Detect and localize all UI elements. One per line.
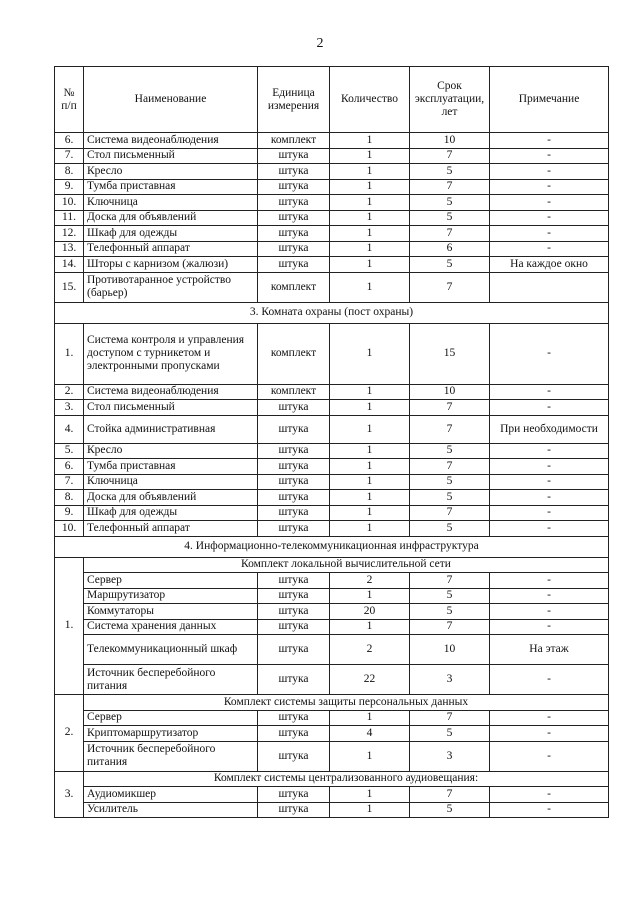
item-note: - bbox=[490, 210, 609, 226]
item-unit: штука bbox=[258, 802, 330, 818]
item-term: 10 bbox=[410, 384, 490, 400]
table-row bbox=[55, 210, 609, 226]
row-number: 10. bbox=[55, 521, 84, 537]
item-term: 5 bbox=[410, 257, 490, 273]
table-row bbox=[55, 604, 609, 620]
item-name: Шторы с карнизом (жалюзи) bbox=[84, 257, 258, 273]
section-title: 3. Комната охраны (пост охраны) bbox=[55, 302, 609, 323]
table-row bbox=[55, 195, 609, 211]
item-unit: штука bbox=[258, 257, 330, 273]
item-note: На этаж bbox=[490, 635, 609, 665]
page-number: 2 bbox=[316, 36, 324, 51]
item-unit: штука bbox=[258, 474, 330, 490]
item-name: Тумба приставная bbox=[84, 459, 258, 475]
item-name: Источник бесперебойного питания bbox=[84, 665, 258, 695]
item-term: 7 bbox=[410, 619, 490, 635]
item-unit: штука bbox=[258, 459, 330, 475]
item-term: 5 bbox=[410, 604, 490, 620]
row-number: 9. bbox=[55, 179, 84, 195]
item-unit: комплект bbox=[258, 133, 330, 149]
header-term: Срок эксплуатации, лет bbox=[410, 67, 490, 133]
group-title: Комплект системы защиты персональных данных bbox=[84, 695, 609, 711]
row-number: 4. bbox=[55, 415, 84, 443]
item-qty: 2 bbox=[330, 635, 410, 665]
item-note: - bbox=[490, 619, 609, 635]
row-number: 12. bbox=[55, 226, 84, 242]
item-name: Стол письменный bbox=[84, 148, 258, 164]
item-unit: штука bbox=[258, 710, 330, 726]
table-row bbox=[55, 257, 609, 273]
item-unit: штука bbox=[258, 521, 330, 537]
item-note: - bbox=[490, 241, 609, 257]
item-name: Сервер bbox=[84, 573, 258, 589]
item-note: - bbox=[490, 741, 609, 771]
item-qty: 1 bbox=[330, 241, 410, 257]
group-heading-row bbox=[55, 771, 609, 787]
row-number: 14. bbox=[55, 257, 84, 273]
item-note: - bbox=[490, 164, 609, 180]
table-row bbox=[55, 505, 609, 521]
item-name: Аудиомикшер bbox=[84, 787, 258, 803]
item-unit: штука bbox=[258, 505, 330, 521]
row-number: 13. bbox=[55, 241, 84, 257]
item-unit: штука bbox=[258, 415, 330, 443]
item-term: 5 bbox=[410, 474, 490, 490]
header-note: Примечание bbox=[490, 67, 609, 133]
item-name: Телефонный аппарат bbox=[84, 521, 258, 537]
row-number: 9. bbox=[55, 505, 84, 521]
item-qty: 1 bbox=[330, 148, 410, 164]
row-number: 7. bbox=[55, 474, 84, 490]
group-title: Комплект системы централизованного аудиовещания: bbox=[84, 771, 609, 787]
item-qty: 4 bbox=[330, 726, 410, 742]
header-qty: Количество bbox=[330, 67, 410, 133]
item-name: Стойка административная bbox=[84, 415, 258, 443]
table-row bbox=[55, 384, 609, 400]
table-row bbox=[55, 241, 609, 257]
table-row bbox=[55, 726, 609, 742]
item-note: - bbox=[490, 459, 609, 475]
table-row bbox=[55, 802, 609, 818]
item-qty: 1 bbox=[330, 474, 410, 490]
table-row bbox=[55, 741, 609, 771]
item-qty: 1 bbox=[330, 741, 410, 771]
item-note: - bbox=[490, 573, 609, 589]
item-unit: штука bbox=[258, 604, 330, 620]
table-body bbox=[55, 133, 609, 818]
item-name: Стол письменный bbox=[84, 400, 258, 416]
table-row bbox=[55, 323, 609, 384]
item-note: - bbox=[490, 604, 609, 620]
item-note: - bbox=[490, 726, 609, 742]
item-term: 7 bbox=[410, 179, 490, 195]
item-name: Шкаф для одежды bbox=[84, 505, 258, 521]
table-row bbox=[55, 400, 609, 416]
row-number: 2. bbox=[55, 384, 84, 400]
table-row bbox=[55, 490, 609, 506]
item-name: Система видеонаблюдения bbox=[84, 384, 258, 400]
item-term: 10 bbox=[410, 133, 490, 149]
item-qty: 22 bbox=[330, 665, 410, 695]
item-unit: штука bbox=[258, 726, 330, 742]
item-name: Система хранения данных bbox=[84, 619, 258, 635]
section-heading-row bbox=[55, 302, 609, 323]
group-heading-row bbox=[55, 557, 609, 573]
item-note: - bbox=[490, 802, 609, 818]
table-row bbox=[55, 573, 609, 589]
item-qty: 1 bbox=[330, 588, 410, 604]
table-row bbox=[55, 133, 609, 149]
item-name: Шкаф для одежды bbox=[84, 226, 258, 242]
row-number: 3. bbox=[55, 400, 84, 416]
item-qty: 1 bbox=[330, 415, 410, 443]
table-row bbox=[55, 635, 609, 665]
item-term: 15 bbox=[410, 323, 490, 384]
item-qty: 1 bbox=[330, 505, 410, 521]
item-qty: 2 bbox=[330, 573, 410, 589]
item-name: Кресло bbox=[84, 443, 258, 459]
item-note bbox=[490, 272, 609, 302]
row-number: 1. bbox=[55, 323, 84, 384]
item-term: 5 bbox=[410, 490, 490, 506]
item-note: - bbox=[490, 226, 609, 242]
group-heading-row bbox=[55, 695, 609, 711]
table-row bbox=[55, 179, 609, 195]
item-qty: 1 bbox=[330, 400, 410, 416]
item-note: - bbox=[490, 710, 609, 726]
item-unit: штука bbox=[258, 787, 330, 803]
item-term: 5 bbox=[410, 195, 490, 211]
item-name: Сервер bbox=[84, 710, 258, 726]
item-term: 7 bbox=[410, 505, 490, 521]
item-term: 7 bbox=[410, 400, 490, 416]
row-number: 6. bbox=[55, 459, 84, 475]
item-unit: штука bbox=[258, 241, 330, 257]
table-row bbox=[55, 148, 609, 164]
item-unit: комплект bbox=[258, 272, 330, 302]
item-note: - bbox=[490, 179, 609, 195]
header-name: Наименование bbox=[84, 67, 258, 133]
item-note: - bbox=[490, 490, 609, 506]
equipment-table bbox=[54, 66, 609, 818]
item-qty: 1 bbox=[330, 133, 410, 149]
item-unit: штука bbox=[258, 490, 330, 506]
item-name: Кресло bbox=[84, 164, 258, 180]
item-unit: штука bbox=[258, 741, 330, 771]
item-unit: штука bbox=[258, 179, 330, 195]
table-row bbox=[55, 619, 609, 635]
item-qty: 1 bbox=[330, 226, 410, 242]
item-note: На каждое окно bbox=[490, 257, 609, 273]
table-row bbox=[55, 272, 609, 302]
item-qty: 1 bbox=[330, 195, 410, 211]
item-unit: штука bbox=[258, 226, 330, 242]
table-row bbox=[55, 226, 609, 242]
item-name: Телефонный аппарат bbox=[84, 241, 258, 257]
item-note: - bbox=[490, 384, 609, 400]
item-name: Система контроля и управления доступом с турникетом и электронными пропусками bbox=[84, 323, 258, 384]
item-name: Телекоммуникационный шкаф bbox=[84, 635, 258, 665]
item-term: 5 bbox=[410, 588, 490, 604]
item-note: - bbox=[490, 665, 609, 695]
item-note: - bbox=[490, 323, 609, 384]
item-term: 3 bbox=[410, 665, 490, 695]
item-term: 7 bbox=[410, 148, 490, 164]
item-unit: штука bbox=[258, 635, 330, 665]
item-term: 7 bbox=[410, 573, 490, 589]
header-num: № п/п bbox=[55, 67, 84, 133]
item-qty: 1 bbox=[330, 443, 410, 459]
row-number: 10. bbox=[55, 195, 84, 211]
item-name: Противотаранное устройство (барьер) bbox=[84, 272, 258, 302]
table-row bbox=[55, 459, 609, 475]
item-unit: штука bbox=[258, 210, 330, 226]
table-row bbox=[55, 521, 609, 537]
item-unit: комплект bbox=[258, 323, 330, 384]
item-unit: штука bbox=[258, 164, 330, 180]
row-number: 11. bbox=[55, 210, 84, 226]
item-unit: штука bbox=[258, 195, 330, 211]
item-term: 7 bbox=[410, 710, 490, 726]
item-qty: 1 bbox=[330, 521, 410, 537]
table-row bbox=[55, 665, 609, 695]
item-term: 10 bbox=[410, 635, 490, 665]
table-row bbox=[55, 474, 609, 490]
item-note: - bbox=[490, 474, 609, 490]
group-number: 2. bbox=[55, 695, 84, 772]
item-unit: штука bbox=[258, 619, 330, 635]
section-title: 4. Информационно-телекоммуникационная инфраструктура bbox=[55, 536, 609, 557]
item-note: - bbox=[490, 443, 609, 459]
item-term: 7 bbox=[410, 459, 490, 475]
row-number: 6. bbox=[55, 133, 84, 149]
item-term: 5 bbox=[410, 443, 490, 459]
table-header-row bbox=[55, 67, 609, 133]
table-row bbox=[55, 443, 609, 459]
group-number: 1. bbox=[55, 557, 84, 695]
item-term: 3 bbox=[410, 741, 490, 771]
item-qty: 1 bbox=[330, 459, 410, 475]
item-name: Криптомаршрутизатор bbox=[84, 726, 258, 742]
table-row bbox=[55, 710, 609, 726]
item-name: Ключница bbox=[84, 474, 258, 490]
row-number: 7. bbox=[55, 148, 84, 164]
item-name: Коммутаторы bbox=[84, 604, 258, 620]
item-qty: 1 bbox=[330, 384, 410, 400]
item-name: Доска для объявлений bbox=[84, 490, 258, 506]
item-unit: штука bbox=[258, 148, 330, 164]
item-name: Система видеонаблюдения bbox=[84, 133, 258, 149]
item-term: 7 bbox=[410, 226, 490, 242]
row-number: 15. bbox=[55, 272, 84, 302]
item-qty: 1 bbox=[330, 490, 410, 506]
item-note: При необходимости bbox=[490, 415, 609, 443]
section-heading-row bbox=[55, 536, 609, 557]
item-name: Источник бесперебойного питания bbox=[84, 741, 258, 771]
item-qty: 1 bbox=[330, 210, 410, 226]
header-unit: Единица измерения bbox=[258, 67, 330, 133]
row-number: 8. bbox=[55, 490, 84, 506]
group-number: 3. bbox=[55, 771, 84, 818]
item-qty: 1 bbox=[330, 179, 410, 195]
item-qty: 1 bbox=[330, 257, 410, 273]
group-title: Комплект локальной вычислительной сети bbox=[84, 557, 609, 573]
item-note: - bbox=[490, 195, 609, 211]
item-unit: штука bbox=[258, 573, 330, 589]
table-row bbox=[55, 787, 609, 803]
item-note: - bbox=[490, 400, 609, 416]
item-term: 5 bbox=[410, 802, 490, 818]
item-term: 7 bbox=[410, 415, 490, 443]
item-unit: комплект bbox=[258, 384, 330, 400]
item-term: 5 bbox=[410, 521, 490, 537]
item-name: Усилитель bbox=[84, 802, 258, 818]
item-qty: 1 bbox=[330, 323, 410, 384]
item-qty: 1 bbox=[330, 164, 410, 180]
item-qty: 1 bbox=[330, 787, 410, 803]
item-note: - bbox=[490, 133, 609, 149]
row-number: 5. bbox=[55, 443, 84, 459]
item-unit: штука bbox=[258, 665, 330, 695]
item-unit: штука bbox=[258, 588, 330, 604]
item-name: Маршрутизатор bbox=[84, 588, 258, 604]
item-note: - bbox=[490, 787, 609, 803]
item-name: Тумба приставная bbox=[84, 179, 258, 195]
item-unit: штука bbox=[258, 443, 330, 459]
item-name: Ключница bbox=[84, 195, 258, 211]
item-unit: штука bbox=[258, 400, 330, 416]
item-qty: 1 bbox=[330, 710, 410, 726]
item-qty: 1 bbox=[330, 619, 410, 635]
item-note: - bbox=[490, 521, 609, 537]
item-name: Доска для объявлений bbox=[84, 210, 258, 226]
item-term: 7 bbox=[410, 787, 490, 803]
item-term: 5 bbox=[410, 210, 490, 226]
item-note: - bbox=[490, 148, 609, 164]
row-number: 8. bbox=[55, 164, 84, 180]
item-note: - bbox=[490, 588, 609, 604]
item-qty: 1 bbox=[330, 272, 410, 302]
item-term: 7 bbox=[410, 272, 490, 302]
table-row bbox=[55, 164, 609, 180]
item-term: 5 bbox=[410, 164, 490, 180]
item-note: - bbox=[490, 505, 609, 521]
item-term: 5 bbox=[410, 726, 490, 742]
table-row bbox=[55, 415, 609, 443]
item-qty: 20 bbox=[330, 604, 410, 620]
item-qty: 1 bbox=[330, 802, 410, 818]
table-row bbox=[55, 588, 609, 604]
item-term: 6 bbox=[410, 241, 490, 257]
